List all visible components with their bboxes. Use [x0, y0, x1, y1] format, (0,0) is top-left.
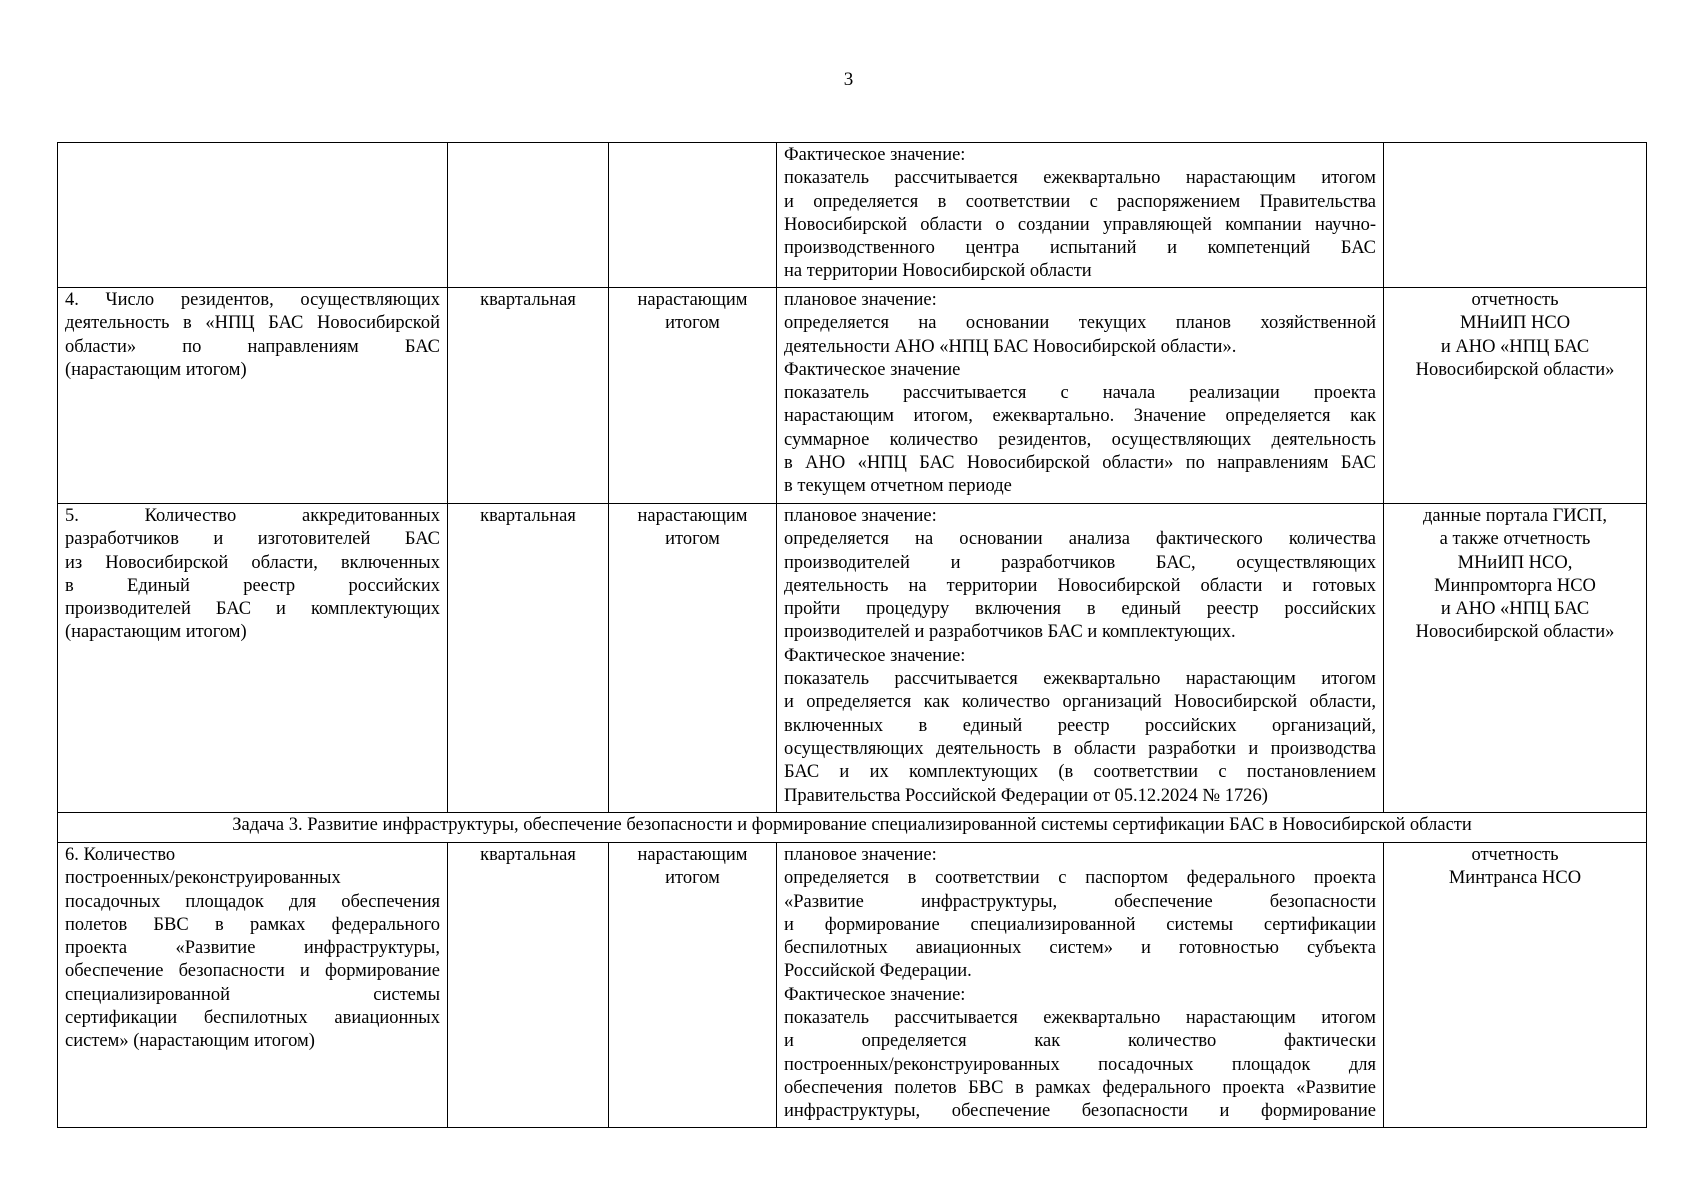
method-cell [777, 288, 1384, 504]
method-line: производственного центра испытаний и компетенций БАС [784, 238, 1376, 259]
periodicity-cell: квартальная [448, 504, 609, 813]
indicator-name-cell [58, 143, 448, 288]
indicator-name-cell [58, 504, 448, 813]
source-cell [1384, 143, 1647, 288]
indicator-name-cell [58, 288, 448, 504]
method-line: Фактическое значение: [784, 145, 966, 165]
method-line: показатель рассчитывается ежеквартально нарастающим итогом [784, 168, 1376, 189]
method-line: нарастающим итогом, ежеквартально. Значение определяется как [784, 406, 1376, 427]
method-line: производителей и разработчиков БАС, осуществляющих [784, 552, 1376, 573]
source-line: отчетность [1471, 290, 1559, 310]
source-line: Новосибирской области» [1415, 622, 1615, 643]
method-line: и определяется в соответствии с распоряжением Правительства [784, 191, 1376, 212]
table-row [58, 143, 1647, 288]
method-line: Российской Федерации. [784, 961, 972, 982]
method-cell [777, 143, 1384, 288]
method-line: инфраструктуры, обеспечение безопасности и формирование [784, 1101, 1376, 1122]
name-line: сертификации беспилотных авиационных [65, 1008, 440, 1029]
source-line: данные портала ГИСП, [1423, 506, 1607, 526]
source-line: а также отчетность [1439, 529, 1591, 550]
name-line: систем» (нарастающим итогом) [65, 1031, 315, 1052]
indicators-table [57, 142, 1647, 1128]
method-line: суммарное количество резидентов, осуществляющих деятельность [784, 429, 1376, 450]
method-line: показатель рассчитывается с начала реализации проекта [784, 383, 1376, 404]
source-line: МНиИП НСО, [1457, 552, 1573, 573]
method-line: Новосибирской области о создании управляющей компании научно- [784, 214, 1376, 235]
name-line: в Единый реестр российских [65, 575, 440, 596]
source-line: и АНО «НПЦ БАС [1440, 599, 1590, 620]
task-heading: Задача 3. Развитие инфраструктуры, обеспечение безопасности и формирование специализированной системы сертификации БАС в Новосибирской области [58, 813, 1647, 843]
method-line: БАС и их комплектующих (в соответствии с постановлением [784, 762, 1376, 783]
aggregation-cell [609, 504, 777, 813]
name-line: посадочных площадок для обеспечения [65, 891, 440, 912]
method-cell [777, 843, 1384, 1128]
name-line: 6. Количество [65, 845, 176, 865]
method-line: определяется в соответствии с паспортом федерального проекта [784, 868, 1376, 889]
name-line: проекта «Развитие инфраструктуры, [65, 938, 440, 959]
indicator-name-cell [58, 843, 448, 1128]
name-line: построенных/реконструированных [65, 868, 341, 889]
method-line: «Развитие инфраструктуры, обеспечение безопасности [784, 891, 1376, 912]
method-line: в текущем отчетном периоде [784, 476, 1012, 497]
periodicity-cell: квартальная [448, 843, 609, 1128]
method-line: и формирование специализированной системы сертификации [784, 914, 1376, 935]
method-line: построенных/реконструированных посадочных площадок для [784, 1054, 1376, 1075]
method-line: Фактическое значение: [784, 645, 966, 666]
page-number: 3 [843, 69, 854, 90]
method-line: на территории Новосибирской области [784, 261, 1092, 282]
source-cell [1384, 504, 1647, 813]
name-line: 4. Число резидентов, осуществляющих [65, 290, 440, 310]
source-cell [1384, 843, 1647, 1128]
method-line: определяется на основании текущих планов хозяйственной [784, 313, 1376, 334]
aggregation-line: нарастающим [637, 845, 748, 865]
method-line: Фактическое значение: [784, 984, 966, 1005]
name-line: из Новосибирской области, включенных [65, 552, 440, 573]
name-line: специализированной системы [65, 984, 440, 1005]
table-row [58, 288, 1647, 504]
aggregation-line: нарастающим [637, 290, 748, 310]
method-line: и определяется как количество фактически [784, 1031, 1376, 1052]
aggregation-cell [609, 843, 777, 1128]
aggregation-line: итогом [665, 529, 720, 550]
name-line: области» по направлениям БАС [65, 336, 440, 357]
name-line: производителей БАС и комплектующих [65, 599, 440, 620]
method-cell [777, 504, 1384, 813]
method-line: пройти процедуру включения в единый реестр российских [784, 599, 1376, 620]
periodicity-cell: квартальная [448, 288, 609, 504]
aggregation-line: нарастающим [637, 506, 748, 526]
aggregation-line: итогом [665, 313, 720, 334]
source-line: и АНО «НПЦ БАС [1440, 336, 1590, 357]
method-line: Фактическое значение [784, 359, 961, 380]
source-line: МНиИП НСО [1459, 313, 1571, 334]
method-line: включенных в единый реестр российских организаций, [784, 715, 1376, 736]
name-line: (нарастающим итогом) [65, 359, 247, 380]
table-row [58, 504, 1647, 813]
name-line: деятельность в «НПЦ БАС Новосибирской [65, 313, 440, 334]
method-line: обеспечения полетов БВС в рамках федерального проекта «Развитие [784, 1077, 1376, 1098]
name-line: (нарастающим итогом) [65, 622, 247, 643]
aggregation-cell [609, 288, 777, 504]
method-line: плановое значение: [784, 845, 937, 865]
method-line: показатель рассчитывается ежеквартально нарастающим итогом [784, 1008, 1376, 1029]
name-line: обеспечение безопасности и формирование [65, 961, 440, 982]
method-line: осуществляющих деятельность в области разработки и производства [784, 738, 1376, 759]
name-line: разработчиков и изготовителей БАС [65, 529, 440, 550]
task-row [58, 813, 1647, 843]
source-line: Минтранса НСО [1448, 868, 1582, 889]
method-line: показатель рассчитывается ежеквартально нарастающим итогом [784, 669, 1376, 690]
method-line: беспилотных авиационных систем» и готовностью субъекта [784, 938, 1376, 959]
method-line: в АНО «НПЦ БАС Новосибирской области» по направлениям БАС [784, 453, 1376, 474]
name-line: 5. Количество аккредитованных [65, 506, 440, 526]
source-cell [1384, 288, 1647, 504]
method-line: деятельность на территории Новосибирской области и готовых [784, 575, 1376, 596]
source-line: отчетность [1471, 845, 1559, 865]
method-line: плановое значение: [784, 506, 937, 526]
method-line: и определяется как количество организаций Новосибирской области, [784, 692, 1376, 713]
source-line: Новосибирской области» [1415, 359, 1615, 380]
aggregation-line: итогом [665, 868, 720, 889]
aggregation-cell [609, 143, 777, 288]
method-line: Правительства Российской Федерации от 05.12.2024 № 1726) [784, 785, 1268, 806]
method-line: определяется на основании анализа фактического количества [784, 529, 1376, 550]
table-row [58, 843, 1647, 1128]
name-line: полетов БВС в рамках федерального [65, 914, 440, 935]
method-line: плановое значение: [784, 290, 937, 310]
periodicity-cell [448, 143, 609, 288]
method-line: деятельности АНО «НПЦ БАС Новосибирской области». [784, 336, 1237, 357]
source-line: Минпромторга НСО [1434, 575, 1596, 596]
method-line: производителей и разработчиков БАС и комплектующих. [784, 622, 1236, 643]
